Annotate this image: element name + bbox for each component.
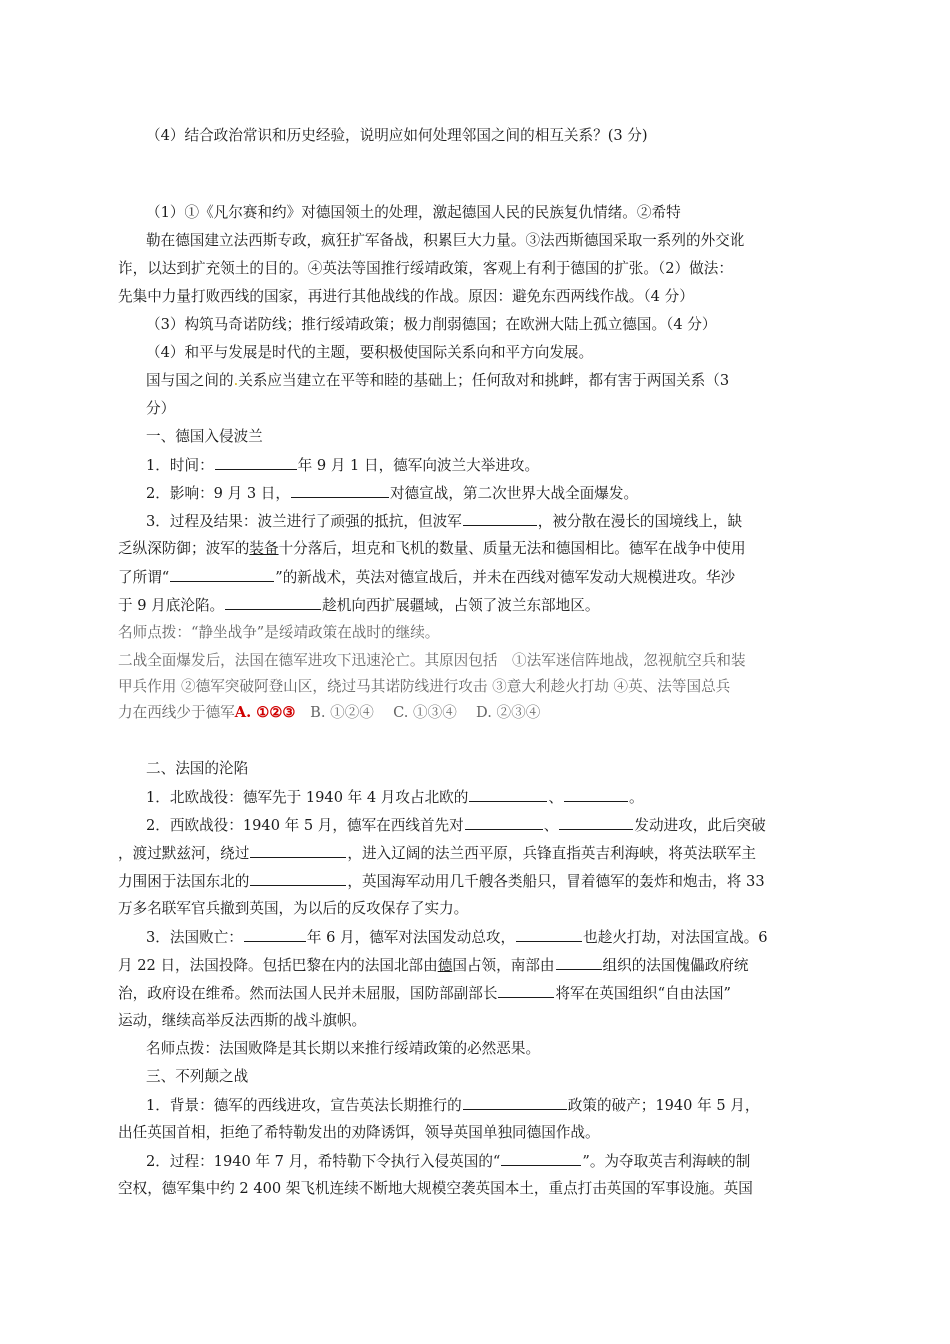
item-text: ”。为夺取英吉利海峡的制 (582, 1153, 751, 1170)
mcq-line-2: 甲兵作用 ②德军突破阿登山区，绕过马其诺防线进行攻击 ③意大利趁火打劫 ④英、法等国总兵 (118, 678, 731, 695)
section-2-item-3-line-1 (146, 927, 768, 948)
section-2-item-2-line-2 (118, 843, 756, 864)
answer-1-line-1: （1）①《凡尔赛和约》对德国领土的处理，激起德国人民的民族复仇情绪。②希特 (146, 204, 681, 221)
fill-blank[interactable] (463, 1095, 567, 1110)
section-2-item-3-line-2 (118, 955, 748, 976)
fill-blank[interactable] (564, 787, 628, 802)
item-text: 3．法国败亡： (146, 929, 243, 946)
fill-blank[interactable] (559, 815, 633, 830)
underlined-word: 装备 (249, 540, 279, 557)
mcq-line-3 (118, 703, 540, 723)
answer-3-line: （3）构筑马奇诺防线；推行绥靖政策；极力削弱德国；在欧洲大陆上孤立德国。（4 分） (146, 316, 717, 333)
item-text: 1．时间： (146, 457, 214, 474)
fill-blank[interactable] (225, 595, 321, 610)
section-1-item-1 (146, 455, 539, 476)
item-text: 也趁火打劫，对法国宣战。6 (583, 929, 768, 946)
mcq-options: B. ①②④ C. ①③④ D. ②③④ (295, 704, 541, 721)
fill-blank[interactable] (465, 815, 543, 830)
section-2-item-1 (146, 787, 644, 808)
fill-blank[interactable] (556, 955, 602, 970)
item-text: 政策的破产；1940 年 5 月， (567, 1097, 760, 1114)
mcq-correct-answer: A. ①②③ (234, 704, 296, 721)
item-text: 组织的法国傀儡政府统 (602, 957, 749, 974)
item-text: ，英国海军动用几千艘各类船只，冒着德军的轰炸和炮击，将 33 (347, 873, 765, 890)
section-2-item-3-line-4: 运动，继续高举反法西斯的战斗旗帜。 (118, 1012, 367, 1029)
item-text: ，被分散在漫长的国境线上，缺 (537, 513, 743, 530)
section-2-item-2-line-3 (118, 871, 765, 892)
item-text: 3．过程及结果：波兰进行了顽强的抵抗，但波军 (146, 513, 462, 530)
item-text: 、 (543, 817, 559, 834)
section-1-tip: 名师点拨：“静坐战争”是绥靖政策在战时的继续。 (118, 624, 440, 641)
fill-blank[interactable] (170, 567, 274, 582)
fill-blank[interactable] (501, 1151, 581, 1166)
question-4-prompt: （4）结合政治常识和历史经验，说明应如何处理邻国之间的相互关系？(3 分) (146, 127, 648, 144)
item-text: 1．北欧战役：德军先于 1940 年 4 月攻占北欧的 (146, 789, 469, 806)
answer-4-text-a: 国与国之间的 (146, 372, 234, 389)
fill-blank[interactable] (215, 455, 297, 470)
section-3-item-2-line-2: 空权，德军集中约 2 400 架飞机连续不断地大规模空袭英国本土，重点打击英国的军事设施。英国 (118, 1180, 753, 1197)
item-text: 2．影响：9 月 3 日， (146, 485, 290, 502)
section-2-heading: 二、法国的沦陷 (146, 760, 249, 777)
item-text: 发动进攻，此后突破 (634, 817, 766, 834)
section-2-item-2-line-4: 万多名联军官兵撤到英国，为以后的反攻保存了实力。 (118, 900, 469, 917)
section-1-item-2 (146, 483, 638, 504)
fill-blank[interactable] (498, 983, 554, 998)
item-text: 年 9 月 1 日，德军向波兰大举进攻。 (297, 457, 540, 474)
section-1-item-3-line-3 (118, 567, 735, 588)
item-text: 趁机向西扩展疆域，占领了波兰东部地区。 (322, 597, 600, 614)
section-2-tip: 名师点拨：法国败降是其长期以来推行绥靖政策的必然恶果。 (146, 1040, 541, 1057)
fill-blank[interactable] (244, 927, 306, 942)
underlined-word: 德 (437, 957, 453, 974)
item-text: ”的新战术，英法对德宣战后，并未在西线对德军发动大规模进攻。华沙 (275, 569, 736, 586)
item-text: 1．背景：德军的西线进攻，宣告英法长期推行的 (146, 1097, 462, 1114)
section-1-item-3-line-4 (118, 595, 599, 616)
answer-1-line-2: 勒在德国建立法西斯专政，疯狂扩军备战，积累巨大力量。③法西斯德国采取一系列的外交讹 (146, 232, 745, 249)
answer-4-text-b: 关系应当建立在平等和睦的基础上；任何敌对和挑衅，都有害于两国关系（3 (238, 372, 730, 389)
fill-blank[interactable] (250, 843, 346, 858)
item-text: 十分落后，坦克和飞机的数量、质量无法和德国相比。德军在战争中使用 (278, 540, 746, 557)
section-1-item-3-line-1 (146, 511, 742, 532)
item-text: 2．西欧战役：1940 年 5 月，德军在西线首先对 (146, 817, 464, 834)
fill-blank[interactable] (463, 511, 537, 526)
fill-blank[interactable] (250, 871, 346, 886)
item-text: 年 6 月，德军对法国发动总攻， (306, 929, 516, 946)
item-text: 对德宣战，第二次世界大战全面爆发。 (389, 485, 639, 502)
section-1-item-3-line-2 (118, 539, 746, 559)
item-text: 。 (628, 789, 644, 806)
item-text: 力围困于法国东北的 (118, 873, 250, 890)
mcq-line-1: 二战全面爆发后，法国在德军进攻下迅速沦亡。其原因包括 ①法军迷信阵地战，忽视航空兵和装 (118, 652, 746, 669)
item-text: 月 22 日，法国投降。包括巴黎在内的法国北部由 (118, 957, 438, 974)
item-text: 将军在英国组织“自由法国” (555, 985, 731, 1002)
fill-blank[interactable] (291, 483, 389, 498)
item-text: 、 (548, 789, 563, 806)
section-2-item-3-line-3 (118, 983, 731, 1004)
fill-blank[interactable] (516, 927, 582, 942)
answer-1-line-3: 诈，以达到扩充领土的目的。④英法等国推行绥靖政策，客观上有利于德国的扩张。（2）做法： (118, 260, 733, 277)
fill-blank[interactable] (469, 787, 547, 802)
answer-4-line-3: 分） (146, 400, 176, 417)
section-3-item-2-line-1 (146, 1151, 750, 1172)
answer-1-line-4: 先集中力量打败西线的国家，再进行其他战线的作战。原因：避免东西两线作战。（4 分） (118, 288, 694, 305)
item-text: 2．过程：1940 年 7 月，希特勒下令执行入侵英国的“ (146, 1153, 501, 1170)
item-text: ，进入辽阔的法兰西平原，兵锋直指英吉利海峡，将英法联军主 (347, 845, 756, 862)
section-3-item-1-line-2: 出任英国首相，拒绝了希特勒发出的劝降诱饵，领导英国单独同德国作战。 (118, 1124, 600, 1141)
item-text: 国占领，南部由 (452, 957, 555, 974)
section-3-item-1-line-1 (146, 1095, 759, 1116)
item-text: 于 9 月底沦陷。 (118, 597, 225, 614)
cursor-mark: . (233, 372, 239, 389)
item-text: 乏纵深防御；波军的 (118, 540, 250, 557)
section-3-heading: 三、不列颠之战 (146, 1068, 249, 1085)
answer-4-line-1: （4）和平与发展是时代的主题，要积极使国际关系向和平方向发展。 (146, 344, 594, 361)
item-text: ，渡过默兹河，绕过 (118, 845, 250, 862)
section-2-item-2-line-1 (146, 815, 766, 836)
item-text: 了所谓“ (118, 569, 170, 586)
section-1-heading: 一、德国入侵波兰 (146, 428, 263, 445)
mcq-text: 力在西线少于德军 (118, 704, 235, 721)
answer-4-line-2 (146, 371, 729, 391)
item-text: 治，政府设在维希。然而法国人民并未屈服，国防部副部长 (118, 985, 498, 1002)
